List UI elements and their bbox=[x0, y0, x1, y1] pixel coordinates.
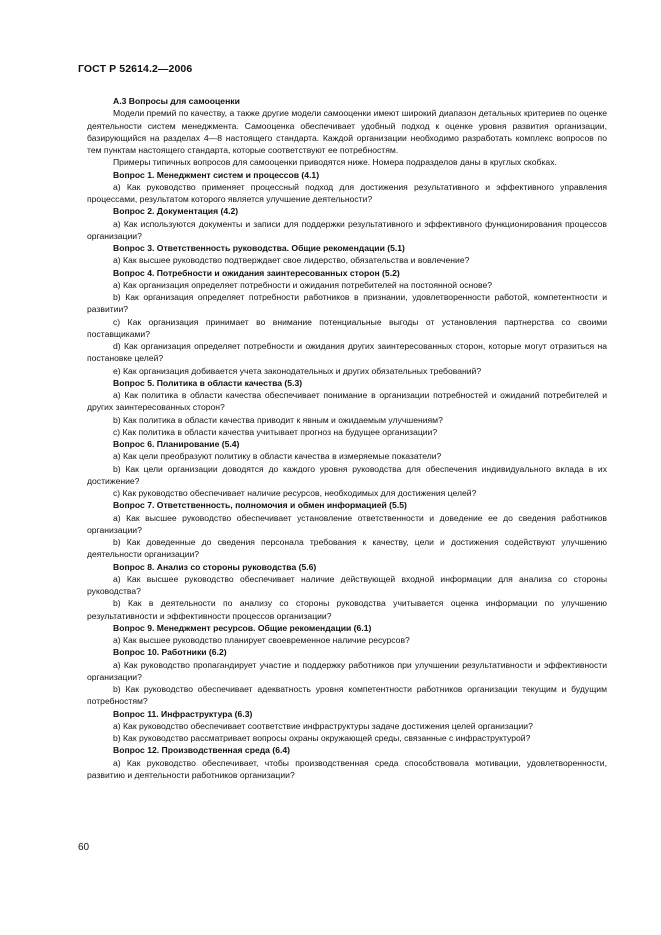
question-heading: Вопрос 1. Менеджмент систем и процессов (4.1) bbox=[113, 169, 320, 180]
question-heading: Вопрос 7. Ответственность, полномочия и обмен информацией (5.5) bbox=[113, 500, 407, 511]
question-item: b) Как политика в области качества приводит к явным и ожидаемым улучшениям? bbox=[113, 414, 443, 425]
question-item: а) Как используются документы и записи для поддержки результативного и эффективного функционирования процессов организации? bbox=[87, 218, 607, 241]
question-item: а) Как руководство обеспечивает соответствие инфраструктуры задаче достижения целей организации? bbox=[113, 720, 533, 731]
paragraph: Модели премий по качеству, а также другие модели самооценки имеют широкий диапазон детальных критериев по оценке деятельности систем менеджмента. Самооценка обеспечивает удобный подход к оценке уровня развития организации, базирующийся на разделах 4—8 настоящего стандарта. Каждой организации необходимо разработать комплекс вопросов по тем пунктам настоящего стандарта, которые соответствуют ее потребностям. bbox=[87, 108, 607, 155]
section-title: А.3 Вопросы для самооценки bbox=[113, 96, 240, 106]
question-item: а) Как высшее руководство подтверждает свое лидерство, обязательства и вовлечение? bbox=[113, 255, 470, 266]
question-item: d) Как организация определяет потребности и ожидания других заинтересованных сторон, которые могут отразиться на постановке целей? bbox=[87, 341, 607, 364]
question-item: b) Как руководство обеспечивает адекватность уровня компетентности работников организации текущим и будущим потребностям? bbox=[87, 684, 607, 707]
questions-list bbox=[87, 169, 607, 782]
question-item: e) Как организация добивается учета законодательных и других обязательных требований? bbox=[113, 365, 482, 376]
question-item: b) Как доведенные до сведения персонала требования к качеству, цели и достижения содействуют улучшению деятельности организации? bbox=[87, 537, 607, 560]
question-heading: Вопрос 11. Инфраструктура (6.3) bbox=[113, 708, 253, 719]
question-heading: Вопрос 12. Производственная среда (6.4) bbox=[113, 745, 291, 756]
question-item: а) Как организация определяет потребности и ожидания потребителей на постоянной основе? bbox=[113, 279, 493, 290]
question-item: а) Как высшее руководство планирует своевременное наличие ресурсов? bbox=[113, 635, 410, 645]
question-item: c) Как руководство обеспечивает наличие ресурсов, необходимых для достижения целей? bbox=[113, 488, 477, 498]
document-header: ГОСТ Р 52614.2—2006 bbox=[78, 63, 193, 75]
question-item: а) Как руководство применяет процессный подход для достижения результативного и эффективного управления процессами, результатом которого является улучшение деятельности? bbox=[87, 181, 607, 204]
question-heading: Вопрос 3. Ответственность руководства. Общие рекомендации (5.1) bbox=[113, 243, 405, 253]
question-item: b) Как в деятельности по анализу со стороны руководства учитывается оценка информации по улучшению результативности и эффективности процессов организации? bbox=[87, 598, 607, 621]
question-item: а) Как политика в области качества обеспечивает понимание в организации потребностей и ожиданий потребителей и других заинтересованных сторон? bbox=[87, 390, 607, 413]
document-body bbox=[87, 95, 607, 781]
question-item: c) Как политика в области качества учитывает прогноз на будущее организации? bbox=[113, 426, 438, 437]
page-number: 60 bbox=[78, 842, 90, 853]
question-heading: Вопрос 10. Работники (6.2) bbox=[113, 647, 227, 658]
question-item: b) Как цели организации доводятся до каждого уровня руководства для обеспечения индивидуального вклада в их достижение? bbox=[87, 463, 607, 486]
question-item: а) Как руководство обеспечивает, чтобы производственная среда способствовала мотивации, удовлетворенности, развитию и деятельности работников организации? bbox=[87, 757, 607, 780]
paragraph: Примеры типичных вопросов для самооценки приводятся ниже. Номера подразделов даны в круглых скобках. bbox=[113, 157, 557, 168]
question-heading: Вопрос 4. Потребности и ожидания заинтересованных сторон (5.2) bbox=[113, 267, 400, 278]
question-item: а) Как руководство пропагандирует участие и поддержку работников при улучшении результативности и эффективности организации? bbox=[87, 659, 607, 682]
question-item: b) Как руководство рассматривает вопросы охраны окружающей среды, связанные с инфраструктурой? bbox=[113, 733, 531, 743]
question-item: а) Как высшее руководство обеспечивает установление ответственности и доведение ее до сведения работников организации? bbox=[87, 512, 607, 535]
question-item: b) Как организация определяет потребности работников в признании, удовлетворенности работой, компетентности и развитии? bbox=[87, 292, 607, 315]
question-heading: Вопрос 2. Документация (4.2) bbox=[113, 206, 239, 217]
question-item: а) Как высшее руководство обеспечивает наличие действующей входной информации для анализа со стороны руководства? bbox=[87, 573, 607, 596]
question-heading: Вопрос 9. Менеджмент ресурсов. Общие рекомендации (6.1) bbox=[113, 622, 372, 633]
question-heading: Вопрос 5. Политика в области качества (5.3) bbox=[113, 377, 303, 388]
question-item: а) Как цели преобразуют политику в области качества в измеряемые показатели? bbox=[113, 451, 442, 462]
question-heading: Вопрос 8. Анализ со стороны руководства (5.6) bbox=[113, 561, 317, 572]
question-heading: Вопрос 6. Планирование (5.4) bbox=[113, 439, 240, 449]
question-item: c) Как организация принимает во внимание потенциальные выгоды от установления партнерства со своими поставщиками? bbox=[87, 316, 607, 339]
